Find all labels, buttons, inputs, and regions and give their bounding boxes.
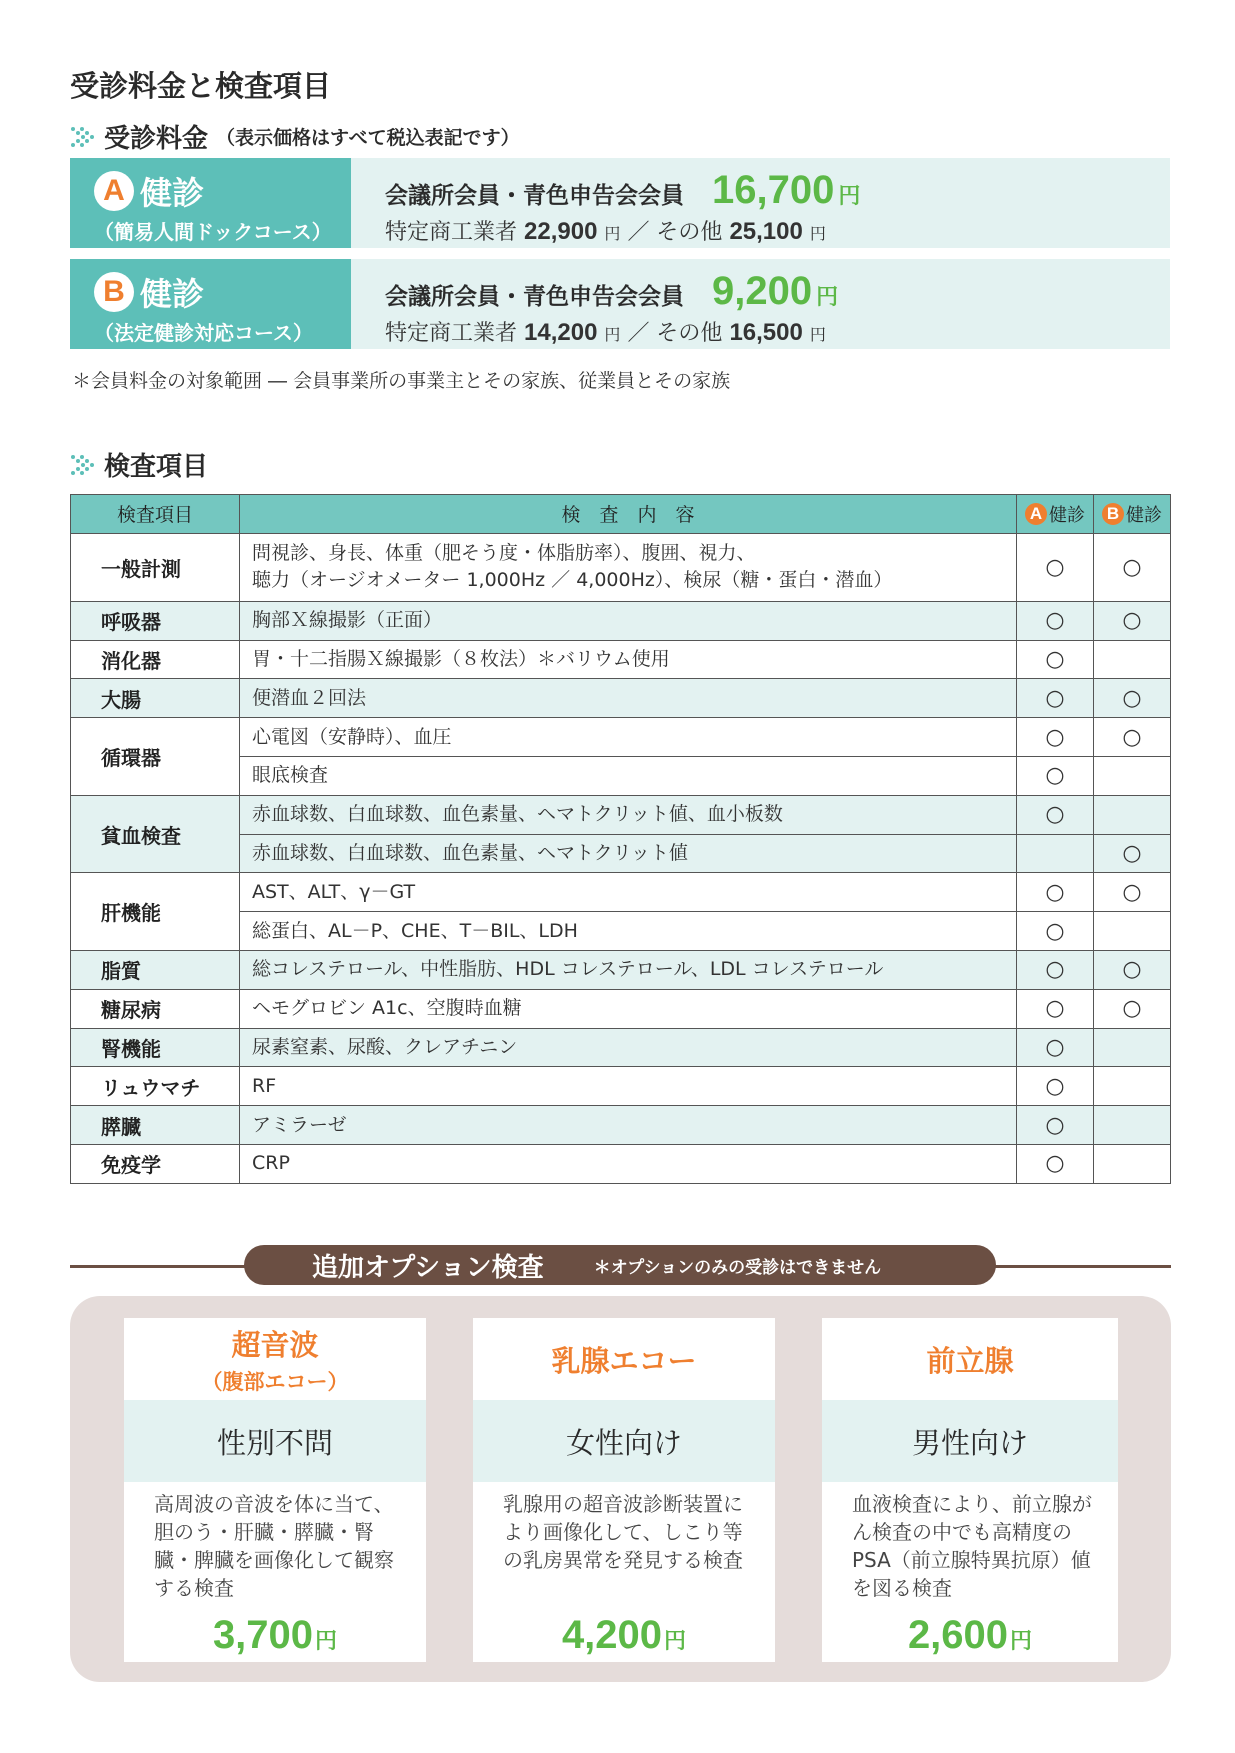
- mark-a: ○: [1017, 718, 1094, 757]
- yen-unit: 円: [604, 224, 621, 243]
- category-cell: 肝機能: [71, 873, 240, 951]
- content-cell: 総コレステロール、中性脂肪、HDL コレステロール、LDL コレステロール: [240, 950, 1017, 989]
- content-line: 聴力（オージオメーター 1,000Hz ／ 4,000Hz）、検尿（糖・蛋白・潜血）: [252, 569, 893, 592]
- mark-a: ○: [1017, 640, 1094, 679]
- table-row: [71, 1028, 1171, 1067]
- table-row: [71, 533, 1171, 601]
- tests-table: [70, 494, 1171, 1184]
- option-price-value: 4,200: [561, 1613, 663, 1657]
- other-price: 16,500: [729, 319, 803, 346]
- mark-b-empty: [1094, 1028, 1171, 1067]
- mark-a-empty: [1017, 834, 1094, 873]
- options-note: ＊オプションのみの受診はできません: [593, 1257, 882, 1278]
- mark-b-empty: [1094, 912, 1171, 951]
- course-a-label: [70, 158, 351, 248]
- course-a-prices: [351, 158, 1170, 248]
- a-badge-icon: A: [1025, 503, 1047, 525]
- chevron-dots-icon: [70, 453, 96, 477]
- mark-b-empty: [1094, 1144, 1171, 1183]
- header-content: 検 査 内 容: [240, 495, 1017, 534]
- category-cell: 消化器: [71, 640, 240, 679]
- content-cell: 心電図（安静時）、血圧: [240, 718, 1017, 757]
- mark-a: ○: [1017, 912, 1094, 951]
- table-row: [71, 1067, 1171, 1106]
- mark-a: ○: [1017, 601, 1094, 640]
- member-label: 会議所会員・青色申告会会員: [385, 183, 684, 209]
- yen-unit: 円: [809, 325, 826, 344]
- content-cell: 尿素窒素、尿酸、クレアチニン: [240, 1028, 1017, 1067]
- options-heading: [244, 1245, 996, 1285]
- fees-tax-note: （表示価格はすべて税込表記です）: [216, 127, 520, 149]
- yen-unit: 円: [838, 184, 861, 209]
- mark-a: ○: [1017, 1028, 1094, 1067]
- option-price-value: 3,700: [212, 1613, 314, 1657]
- category-cell: 貧血検査: [71, 795, 240, 873]
- option-target: 男性向け: [822, 1400, 1118, 1482]
- mark-a: ○: [1017, 873, 1094, 912]
- member-price: 16,700: [712, 168, 835, 212]
- course-b-label: [70, 259, 351, 349]
- content-cell: ヘモグロビン A1c、空腹時血糖: [240, 989, 1017, 1028]
- category-cell: 腎機能: [71, 1028, 240, 1067]
- course-sub: （簡易人間ドックコース）: [94, 220, 332, 244]
- specified-price: 14,200: [524, 319, 598, 346]
- specified-price: 22,900: [524, 218, 598, 245]
- specified-label: 特定商工業者: [385, 321, 518, 346]
- other-price: 25,100: [729, 218, 803, 245]
- specified-label: 特定商工業者: [385, 220, 518, 245]
- option-price: [822, 1613, 1118, 1658]
- category-cell: 糖尿病: [71, 989, 240, 1028]
- option-description: 高周波の音波を体に当て、胆のう・肝臓・膵臓・腎臓・脾臓を画像化して観察する検査: [154, 1492, 394, 1600]
- other-prices: [385, 215, 1170, 246]
- mark-a: ○: [1017, 795, 1094, 834]
- category-cell: リュウマチ: [71, 1067, 240, 1106]
- mark-a: ○: [1017, 533, 1094, 601]
- table-row: [71, 795, 1171, 834]
- mark-a: ○: [1017, 1106, 1094, 1145]
- fees-heading: [70, 118, 520, 155]
- mark-a: ○: [1017, 679, 1094, 718]
- content-cell: 胃・十二指腸Ｘ線撮影（８枚法）＊バリウム使用: [240, 640, 1017, 679]
- yen-unit: 円: [1010, 1629, 1033, 1654]
- mark-a: ○: [1017, 1067, 1094, 1106]
- mark-b: ○: [1094, 601, 1171, 640]
- table-row: [71, 718, 1171, 757]
- category-cell: 循環器: [71, 718, 240, 796]
- content-cell: 眼底検査: [240, 756, 1017, 795]
- content-cell: 赤血球数、白血球数、血色素量、ヘマトクリット値、血小板数: [240, 795, 1017, 834]
- mark-b-empty: [1094, 640, 1171, 679]
- content-line: 問視診、身長、体重（肥そう度・体脂肪率）、腹囲、視力、: [252, 542, 756, 565]
- mark-b-empty: [1094, 756, 1171, 795]
- option-title: 前立腺: [926, 1343, 1014, 1378]
- content-cell: 便潜血２回法: [240, 679, 1017, 718]
- content-cell: AST、ALT、γ－GT: [240, 873, 1017, 912]
- table-row: [71, 989, 1171, 1028]
- category-cell: 脂質: [71, 950, 240, 989]
- mark-b: ○: [1094, 834, 1171, 873]
- mark-b-empty: [1094, 795, 1171, 834]
- category-cell: 呼吸器: [71, 601, 240, 640]
- mark-b: ○: [1094, 873, 1171, 912]
- mark-b: ○: [1094, 950, 1171, 989]
- mark-b: ○: [1094, 679, 1171, 718]
- course-letter-badge: B: [94, 272, 134, 312]
- member-label: 会議所会員・青色申告会会員: [385, 284, 684, 310]
- option-price: [124, 1613, 426, 1658]
- table-row: [71, 679, 1171, 718]
- course-letter-badge: A: [94, 171, 134, 211]
- content-cell: RF: [240, 1067, 1017, 1106]
- option-subtitle: （腹部エコー）: [201, 1369, 349, 1394]
- fee-row-a: [70, 158, 1170, 248]
- option-target: 性別不問: [124, 1400, 426, 1482]
- other-prices: [385, 316, 1170, 347]
- content-cell: CRP: [240, 1144, 1017, 1183]
- mark-b: ○: [1094, 718, 1171, 757]
- yen-unit: 円: [604, 325, 621, 344]
- table-row: [71, 950, 1171, 989]
- content-cell: アミラーゼ: [240, 1106, 1017, 1145]
- yen-unit: 円: [816, 285, 839, 310]
- table-row: [71, 640, 1171, 679]
- yen-unit: 円: [315, 1629, 338, 1654]
- header-b: [1094, 495, 1171, 534]
- option-title: 超音波: [231, 1327, 319, 1362]
- category-cell: 膵臓: [71, 1106, 240, 1145]
- table-header-row: [71, 495, 1171, 534]
- table-row: [71, 873, 1171, 912]
- yen-unit: 円: [809, 224, 826, 243]
- fees-heading-text: 受診料金: [104, 124, 209, 154]
- option-price: [473, 1613, 775, 1658]
- header-a: [1017, 495, 1094, 534]
- mark-b: ○: [1094, 533, 1171, 601]
- content-cell: 胸部Ｘ線撮影（正面）: [240, 601, 1017, 640]
- yen-unit: 円: [664, 1629, 687, 1654]
- header-item: 検査項目: [71, 495, 240, 534]
- content-cell: 総蛋白、AL－P、CHE、T－BIL、LDH: [240, 912, 1017, 951]
- course-name: 健診: [140, 275, 205, 313]
- member-scope-footnote: ＊会員料金の対象範囲 ― 会員事業所の事業主とその家族、従業員とその家族: [72, 370, 731, 392]
- table-row: [71, 601, 1171, 640]
- option-target: 女性向け: [473, 1400, 775, 1482]
- b-badge-icon: B: [1102, 503, 1124, 525]
- mark-b: ○: [1094, 989, 1171, 1028]
- header-a-label: 健診: [1049, 504, 1085, 526]
- table-row: [71, 1144, 1171, 1183]
- mark-a: ○: [1017, 950, 1094, 989]
- mark-b-empty: [1094, 1106, 1171, 1145]
- member-price: 9,200: [712, 269, 813, 313]
- mark-a: ○: [1017, 989, 1094, 1028]
- option-card-prostate: [822, 1318, 1118, 1662]
- fee-row-b: [70, 259, 1170, 349]
- option-price-value: 2,600: [907, 1613, 1009, 1657]
- tests-heading: [70, 446, 208, 483]
- option-title: 乳腺エコー: [551, 1343, 697, 1378]
- option-card-ultrasound: [124, 1318, 426, 1662]
- tests-heading-text: 検査項目: [104, 452, 209, 482]
- header-b-label: 健診: [1126, 504, 1162, 526]
- mark-b-empty: [1094, 1067, 1171, 1106]
- content-cell: 赤血球数、白血球数、血色素量、ヘマトクリット値: [240, 834, 1017, 873]
- chevron-dots-icon: [70, 125, 96, 149]
- course-name: 健診: [140, 174, 205, 212]
- other-label: ／ その他: [627, 321, 723, 346]
- category-cell: 大腸: [71, 679, 240, 718]
- table-row: [71, 1106, 1171, 1145]
- other-label: ／ その他: [627, 220, 723, 245]
- page-title: 受診料金と検査項目: [70, 69, 332, 103]
- category-cell: 免疫学: [71, 1144, 240, 1183]
- option-card-breast-echo: [473, 1318, 775, 1662]
- mark-a: ○: [1017, 756, 1094, 795]
- content-cell: [240, 533, 1017, 601]
- mark-a: ○: [1017, 1144, 1094, 1183]
- course-b-prices: [351, 259, 1170, 349]
- option-description: 乳腺用の超音波診断装置により画像化して、しこり等の乳房異常を発見する検査: [503, 1492, 743, 1572]
- options-heading-text: 追加オプション検査: [312, 1252, 544, 1283]
- category-cell: 一般計測: [71, 533, 240, 601]
- course-sub: （法定健診対応コース）: [94, 321, 313, 345]
- option-description: 血液検査により、前立腺がん検査の中でも高精度の PSA（前立腺特異抗原）値を図る検査: [852, 1492, 1092, 1600]
